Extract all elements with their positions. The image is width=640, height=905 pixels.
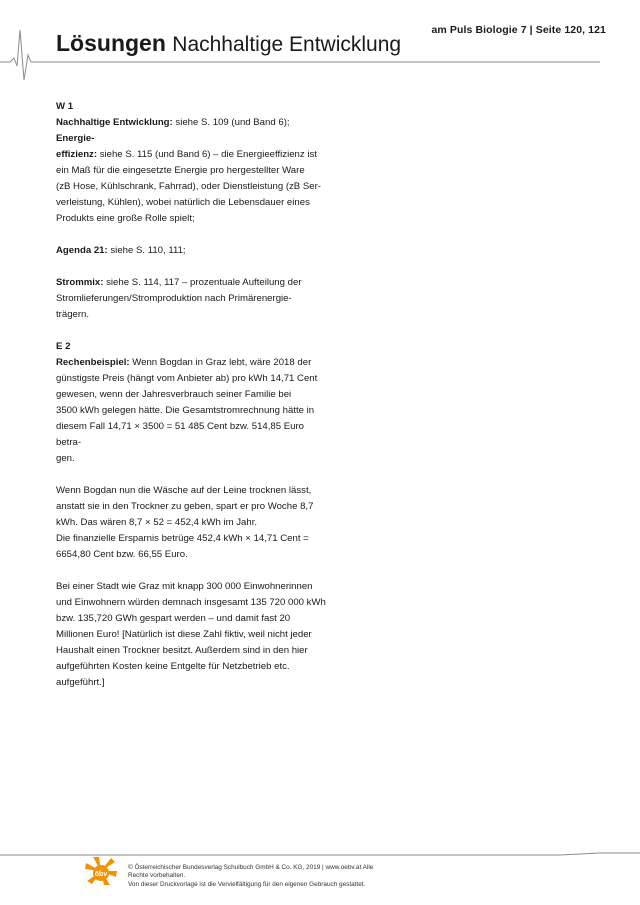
- section-label-e2: E 2: [56, 341, 71, 352]
- solution-content: [56, 99, 326, 691]
- bold-term: Strommix:: [56, 277, 104, 288]
- bold-term: Agenda 21:: [56, 245, 108, 256]
- bold-term: Rechenbeispiel:: [56, 357, 130, 368]
- title-bold: Lösungen: [56, 30, 166, 56]
- e2-paragraph-1: Rechenbeispiel: Wenn Bogdan in Graz lebt, wäre 2018 der günstigste Preis (hängt vom Anbieter ab) pro kWh 14,71 Cent gewesen, wenn der Jahresverbrauch seiner Familie bei 3500 kWh gelegen hätte. Die Gesamtstromrechnung hätte in diesem Fall 14,71 × 3500 = 51 485 Cent bzw. 514,85 Euro betra- gen.: [56, 357, 318, 464]
- page-title: [56, 30, 401, 57]
- logo-text: öbv: [94, 871, 108, 878]
- book-reference: am Puls Biologie 7 | Seite 120, 121: [431, 24, 606, 36]
- w1-paragraph-3: Strommix: siehe S. 114, 117 – prozentuale Aufteilung der Stromlieferungen/Stromproduktion nach Primärenergie- trägern.: [56, 277, 302, 320]
- w1-paragraph-1: Nachhaltige Entwicklung: siehe S. 109 (und Band 6); Energie- effizienz: siehe S. 115 (und Band 6) – die Energieeffizienz ist ein Maß für die eingesetzte Energie pro hergestellter Ware (zB Hose, Kühlschrank, Fahrrad), oder Dienstleistung (zB Ser- verleistung, Kühlen), wobei natürlich die Lebensdauer eines Produkts eine große Rolle spielt;: [56, 117, 321, 224]
- footer-line-3: Von dieser Druckvorlage ist die Vervielfältigung für den eigenen Gebrauch gestattet.: [128, 880, 366, 888]
- bold-term: Energie-: [56, 133, 95, 144]
- section-label-w1: W 1: [56, 101, 74, 112]
- copyright-notice: [128, 864, 418, 889]
- e2-paragraph-3: Bei einer Stadt wie Graz mit knapp 300 000 Einwohnerinnen und Einwohnern würden demnach insgesamt 135 720 000 kWh bzw. 135,720 GWh gespart werden – und damit fast 20 Millionen Euro! [Natürlich ist diese Zahl fiktiv, weil nicht jeder Haushalt einen Trockner besitzt. Außerdem sind in den hier aufgeführten Kosten keine Entgelte für Netzbetrieb etc. aufgeführt.]: [56, 581, 326, 688]
- footer-line-1: © Österreichischer Bundesverlag Schulbuch GmbH & Co. KG, 2019 | www.oebv.at Alle: [128, 864, 374, 871]
- footer-line-2: Rechte vorbehalten.: [128, 872, 186, 880]
- w1-paragraph-2: Agenda 21: siehe S. 110, 111;: [56, 245, 186, 256]
- bold-term: effizienz:: [56, 149, 98, 160]
- oebv-logo: [84, 856, 118, 886]
- title-rest: Nachhaltige Entwicklung: [172, 33, 402, 56]
- e2-paragraph-2: Wenn Bogdan nun die Wäsche auf der Leine trocknen lässt, anstatt sie in den Trockner zu geben, spart er pro Woche 8,7 kWh. Das wären 8,7 × 52 = 452,4 kWh im Jahr. Die finanzielle Ersparnis betrüge 452,4 kWh × 14,71 Cent = 6654,80 Cent bzw. 66,55 Euro.: [56, 485, 314, 560]
- bold-term: Nachhaltige Entwicklung:: [56, 117, 173, 128]
